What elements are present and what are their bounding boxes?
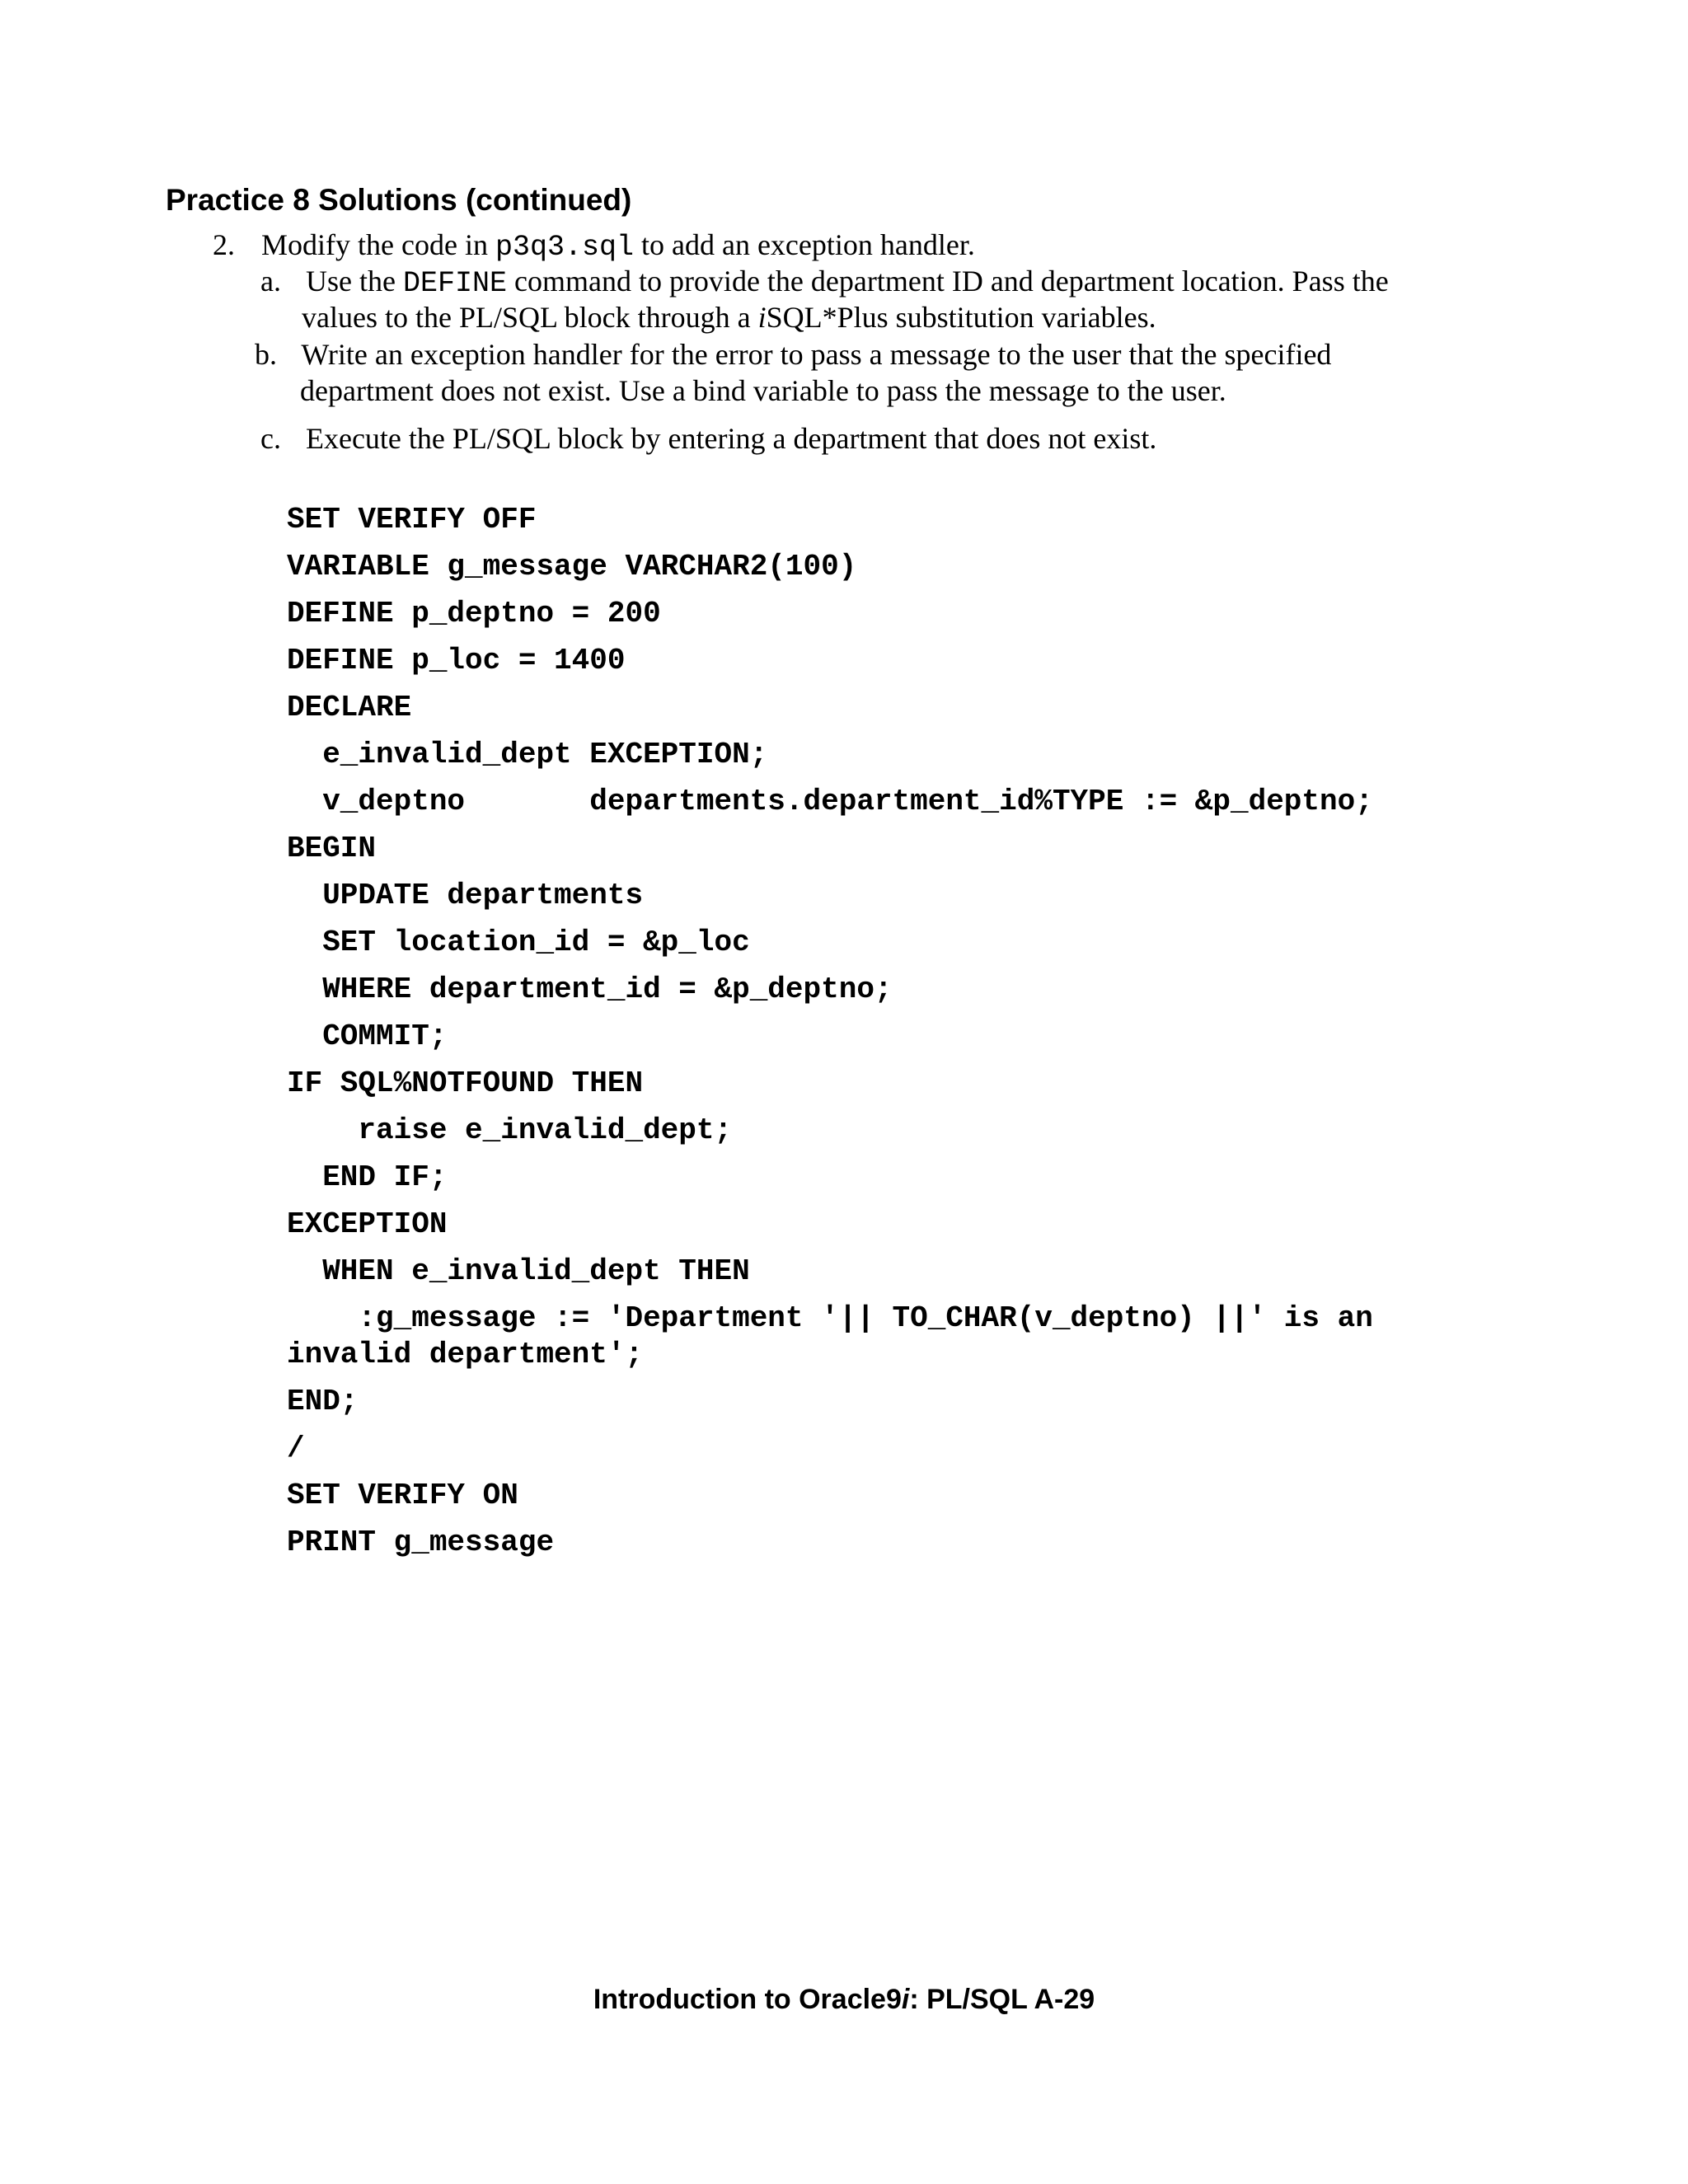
code-line: EXCEPTION bbox=[287, 1207, 448, 1241]
item-text: Use the bbox=[305, 265, 403, 298]
italic-prefix: i bbox=[757, 301, 767, 334]
code-line: raise e_invalid_dept; bbox=[287, 1113, 733, 1147]
item-letter: a. bbox=[260, 265, 281, 298]
code-line: IF SQL%NOTFOUND THEN bbox=[287, 1066, 644, 1100]
footer-text: : PL/SQL A-29 bbox=[909, 1984, 1095, 2015]
page-footer bbox=[0, 1981, 1688, 2018]
code-line: :g_message := 'Department '|| TO_CHAR(v_deptno) ||' is an bbox=[287, 1301, 1373, 1335]
item-text: department does not exist. Use a bind variable to pass the message to the user. bbox=[300, 374, 1226, 407]
item-text: Execute the PL/SQL block by entering a department that does not exist. bbox=[305, 422, 1157, 455]
page-heading: Practice 8 Solutions (continued) bbox=[166, 183, 632, 217]
item-number: 2. bbox=[213, 228, 235, 261]
command-name: DEFINE bbox=[402, 267, 507, 300]
code-line: SET VERIFY ON bbox=[287, 1479, 518, 1512]
instruction-item-b-line2 bbox=[300, 373, 1226, 409]
instruction-item-a bbox=[260, 263, 1389, 302]
footer-text: Introduction to Oracle9 bbox=[593, 1984, 902, 2015]
item-text: Modify the code in bbox=[261, 228, 495, 261]
code-line: WHERE department_id = &p_deptno; bbox=[287, 972, 893, 1006]
item-text: command to provide the department ID and department location. Pass the bbox=[506, 265, 1389, 298]
instruction-item-a-line2 bbox=[302, 299, 1156, 335]
item-letter: b. bbox=[255, 338, 277, 371]
code-line: BEGIN bbox=[287, 832, 377, 865]
code-line: END; bbox=[287, 1385, 359, 1418]
footer-italic: i bbox=[901, 1984, 910, 2015]
code-line: UPDATE departments bbox=[287, 879, 644, 912]
item-text: values to the PL/SQL block through a bbox=[302, 301, 758, 334]
code-line: PRINT g_message bbox=[287, 1526, 555, 1559]
code-line: END IF; bbox=[287, 1160, 448, 1194]
item-letter: c. bbox=[260, 422, 281, 455]
item-text: to add an exception handler. bbox=[633, 228, 975, 261]
code-line: COMMIT; bbox=[287, 1019, 448, 1053]
code-line: DEFINE p_loc = 1400 bbox=[287, 644, 626, 677]
code-line: VARIABLE g_message VARCHAR2(100) bbox=[287, 550, 857, 583]
code-line: WHEN e_invalid_dept THEN bbox=[287, 1254, 750, 1288]
code-line: invalid department'; bbox=[287, 1338, 644, 1371]
code-line: SET location_id = &p_loc bbox=[287, 926, 750, 959]
instruction-item-2 bbox=[213, 227, 975, 265]
file-name: p3q3.sql bbox=[495, 231, 634, 264]
code-line: e_invalid_dept EXCEPTION; bbox=[287, 738, 768, 771]
code-line: DECLARE bbox=[287, 691, 412, 724]
code-line: / bbox=[287, 1432, 305, 1465]
item-text: SQL*Plus substitution variables. bbox=[766, 301, 1156, 334]
code-line: SET VERIFY OFF bbox=[287, 503, 537, 537]
instruction-item-c bbox=[260, 420, 1156, 457]
instruction-item-b bbox=[255, 336, 1331, 373]
code-line: DEFINE p_deptno = 200 bbox=[287, 597, 661, 630]
item-text: Write an exception handler for the error to pass a message to the user that the specified bbox=[301, 338, 1332, 371]
code-line: v_deptno departments.department_id%TYPE := &p_deptno; bbox=[287, 785, 1373, 818]
